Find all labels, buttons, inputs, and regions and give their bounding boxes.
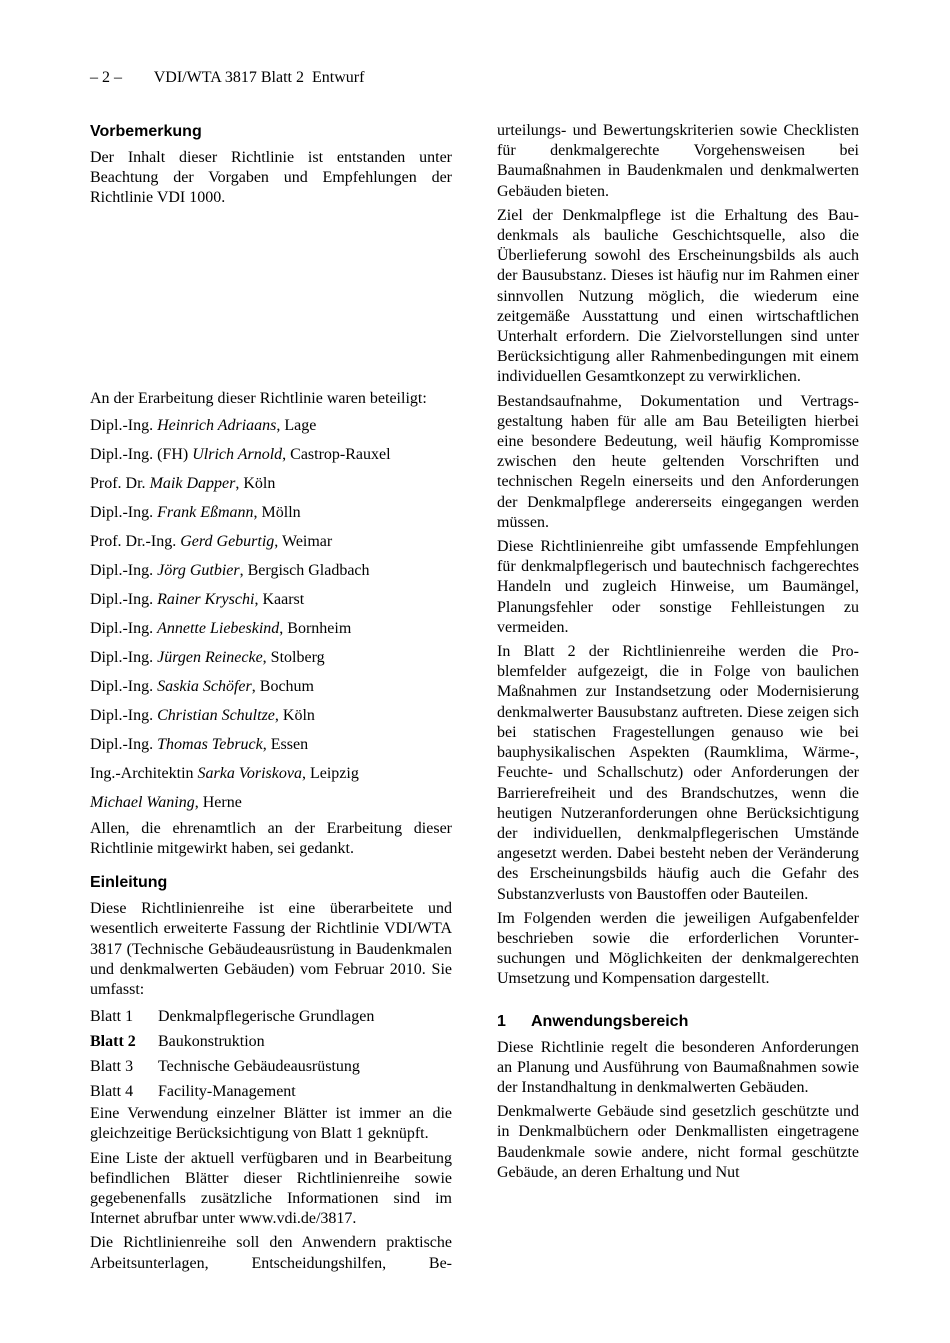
contributor-entry [90,790,452,815]
contributor-entry [90,471,452,496]
contributor-name: Ulrich Arnold [192,445,283,463]
contributor-name: Heinrich Adriaans [157,416,277,434]
contributor-place: , Köln [274,706,315,724]
einleitung-bestand: Bestandsaufnahme, Dokumentation und Vertragsgestaltung haben für alle am Bau Beteiligten hierbei eine besondere Bedeutung, weil häufig Kompromisse zwischen den heute geltenden Vorschriften und technischen Regeln einerseits und den Anforderungen der Denkmalpflege andererseits eingegangen werden müssen. [497,392,859,531]
sheet-item [90,1029,452,1054]
sheet-number: Blatt 4 [90,1083,134,1101]
contributor-name: Christian Schultze [157,706,275,724]
contributor-title: Ing.-Architektin [90,764,198,782]
contributor-entry [90,732,452,757]
contributor-entry [90,442,452,467]
contributor-title: Dipl.-Ing. [90,561,158,579]
sheet-item [90,1004,452,1029]
einleitung-ziel: Ziel der Denkmalpflege ist die Erhaltung des Baudenkmals als bauliche Geschichtsquelle, also die Überlieferung sowohl des Erscheinungsbilds als auch der Bausubstanz. Dieses ist häufig nur im Rahmen einer sinnvollen Nutzung möglich, die wiederum eine zeitgemäße Ausstattung und einen wirtschaftlichen Unterhalt erfordern. Die Zielvorstellungen sind unter Berücksichtigung aller Rahmenbedingungen mit einem individuellen Gesamtkonzept zu verwirklichen. [497,206,859,386]
running-header [90,68,364,88]
contributors-list [90,413,452,815]
sheet-list [90,1004,452,1104]
sheet-title: Facility-Management [158,1083,296,1101]
sheet-title: Baukonstruktion [158,1033,265,1051]
contributor-place: , Bergisch Gladbach [239,561,370,579]
page-number: – 2 – [90,69,122,86]
sheet-number: Blatt 2 [90,1033,136,1051]
contributor-name: Gerd Geburtig [180,532,275,550]
einleitung-folgenden: Im Folgenden werden die jeweiligen Aufgabenfelder beschrieben sowie die erforderlichen Voruntersuchungen und Möglichkeiten der denkmalgerechten Umsetzung und Kompensation dargestellt. [497,909,859,988]
vorbemerkung-text: Der Inhalt dieser Richtlinie ist entstanden unter Beachtung der Vorgaben und Empfehlungen der Richtlinie VDI 1000. [90,149,452,207]
contributor-entry [90,645,452,670]
contributor-entry [90,703,452,728]
heading-einleitung: Einleitung [90,874,168,892]
contributor-title: Dipl.-Ing. [90,648,158,666]
section-number: 1 [497,1012,506,1030]
contributor-place: , Mölln [253,503,301,521]
contributor-place: , Castrop-Rauxel [282,445,391,463]
contributor-name: Saskia Schöfer [157,677,252,695]
sheet-item [90,1079,452,1104]
contributor-name: Frank Eßmann [157,503,254,521]
contributors-intro: An der Erarbeitung dieser Richtlinie waren beteiligt: [90,389,427,407]
contributor-entry [90,616,452,641]
contributor-place: , Stolberg [262,648,325,666]
einleitung-list-info: Eine Liste der aktuell verfügbaren und in Bearbeitung befindlichen Blätter dieser Richtlinienreihe sowie gegebenenfalls zusätzliche Informationen sind im Internet abrufbar unter www.vdi.de/3817. [90,1149,452,1228]
contributor-place: , Herne [194,793,242,811]
sheet-title: Technische Gebäudeausrüstung [158,1058,360,1076]
contributor-name: Sarka Voriskova [197,764,302,782]
contributor-place: , Weimar [274,532,333,550]
einleitung-purpose-start: Die Richtlinienreihe soll den Anwendern praktische Arbeitsunterlagen, Entscheidungshilfen, Be- [90,1234,452,1272]
einleitung-intro: Diese Richtlinienreihe ist eine überarbeitete und wesentlich erweiterte Fassung der Richtlinie VDI/​WTA 3817 (Technische Gebäudeausrüstung in Baudenkmalen und denkmalwerten Gebäuden) vom Februar 2010. Sie umfasst: [90,900,452,999]
contributor-title: Prof. Dr. [90,474,150,492]
heading-vorbemerkung: Vorbemerkung [90,123,202,140]
heading-anwendungsbereich [497,1012,859,1032]
einleitung-purpose-end: urteilungs- und Bewertungskriterien sowie Checklisten für denkmalgerechte Vorgehensweisen bei Baumaßnahmen in Baudenkmalen und denkmalwerten Gebäuden bieten. [497,122,859,200]
right-column [497,121,859,1187]
contributor-name: Michael Waning [90,793,195,811]
contributor-title: Dipl.-Ing. (FH) [90,445,193,463]
contributor-title: Dipl.-Ing. [90,416,158,434]
contributor-entry [90,761,452,786]
contributor-name: Rainer Kryschi [157,590,255,608]
contributor-place: , Lage [276,416,317,434]
einleitung-usage: Eine Verwendung einzelner Blätter ist immer an die gleichzeitige Berücksichtigung von Blatt 1 geknüpft. [90,1105,452,1143]
contributor-entry [90,500,452,525]
left-column [90,120,452,1278]
contributor-place: , Bornheim [279,619,352,637]
contributor-place: , Essen [262,735,309,753]
contributor-name: Jürgen Reinecke [157,648,263,666]
contributor-place: , Bochum [251,677,314,695]
contributor-title: Dipl.-Ing. [90,706,158,724]
einleitung-reihe: Diese Richtlinienreihe gibt umfassende Empfehlungen für denkmalpflegerisch und bautechnisch fachgerechtes Handeln und zugleich Hinweise, um Baumängel, Planungsfehler oder sonstige Fehlleistungen zu vermeiden. [497,538,859,636]
einleitung-blatt2: In Blatt 2 der Richtlinienreihe werden die Problemfelder aufgezeigt, die in Folge von baulichen Maßnahmen zur Instandsetzung oder Modernisierung denkmalwerter Bausubstanz auftreten. Diese zeigen sich bei statischen Fragestellungen genauso wie bei bauphysikalischen Aspekten (Raumklima, Wärme-, Feuchte- und Schallschutz) oder Anforderungen der Barrierefreiheit und des Brandschutzes, wenn die heutigen Nutzeranforderungen ohne Berücksichtigung der individuellen, denkmalpflegerischen Umstände angesetzt werden. Dabei besteht neben der Veränderung des Erscheinungsbilds häufig auch die Gefahr des Substanzverlusts von Baustoffen oder Bauteilen. [497,643,859,903]
contributor-title: Dipl.-Ing. [90,619,158,637]
section-title: Anwendungsbereich [531,1012,689,1030]
contributor-name: Annette Liebeskind [157,619,280,637]
contributor-name: Maik Dapper [149,474,236,492]
sheet-item [90,1054,452,1079]
contributor-place: , Köln [235,474,276,492]
contributor-title: Dipl.-Ing. [90,677,158,695]
anwendungsbereich-p1: Diese Richtlinie regelt die besonderen Anforderungen an Planung und Ausführung von Baumaßnahmen sowie der Instandhaltung in denkmalwerten Gebäuden. [497,1038,859,1096]
contributor-title: Dipl.-Ing. [90,735,158,753]
contributor-place: , Kaarst [254,590,305,608]
contributor-place: , Leipzig [301,764,359,782]
contributor-entry [90,674,452,699]
contributor-name: Jörg Gutbier [157,561,240,579]
sheet-number: Blatt 1 [90,1008,134,1026]
contributor-entry [90,529,452,554]
contributor-title: Dipl.-Ing. [90,590,158,608]
document-id: VDI/WTA 3817 Blatt 2 Entwurf [153,69,365,86]
contributor-title: Dipl.-Ing. [90,503,158,521]
contributor-name: Thomas Tebruck [157,735,263,753]
contributor-entry [90,413,452,438]
blank-space [90,213,452,389]
contributor-entry [90,587,452,612]
contributor-entry [90,558,452,583]
contributor-title: Prof. Dr.-Ing. [90,532,181,550]
sheet-number: Blatt 3 [90,1058,134,1076]
sheet-title: Denkmalpflegerische Grundlagen [158,1008,375,1026]
anwendungsbereich-p2: Denkmalwerte Gebäude sind gesetzlich geschützte und in Denkmalbüchern oder Denkmallisten eingetragene Baudenkmale sowie andere, nicht formal geschützte Gebäude, an deren Erhaltung und Nut [497,1103,859,1181]
contributors-thanks: Allen, die ehrenamtlich an der Erarbeitung dieser Richtlinie mitgewirkt haben, sei gedankt. [90,819,452,858]
